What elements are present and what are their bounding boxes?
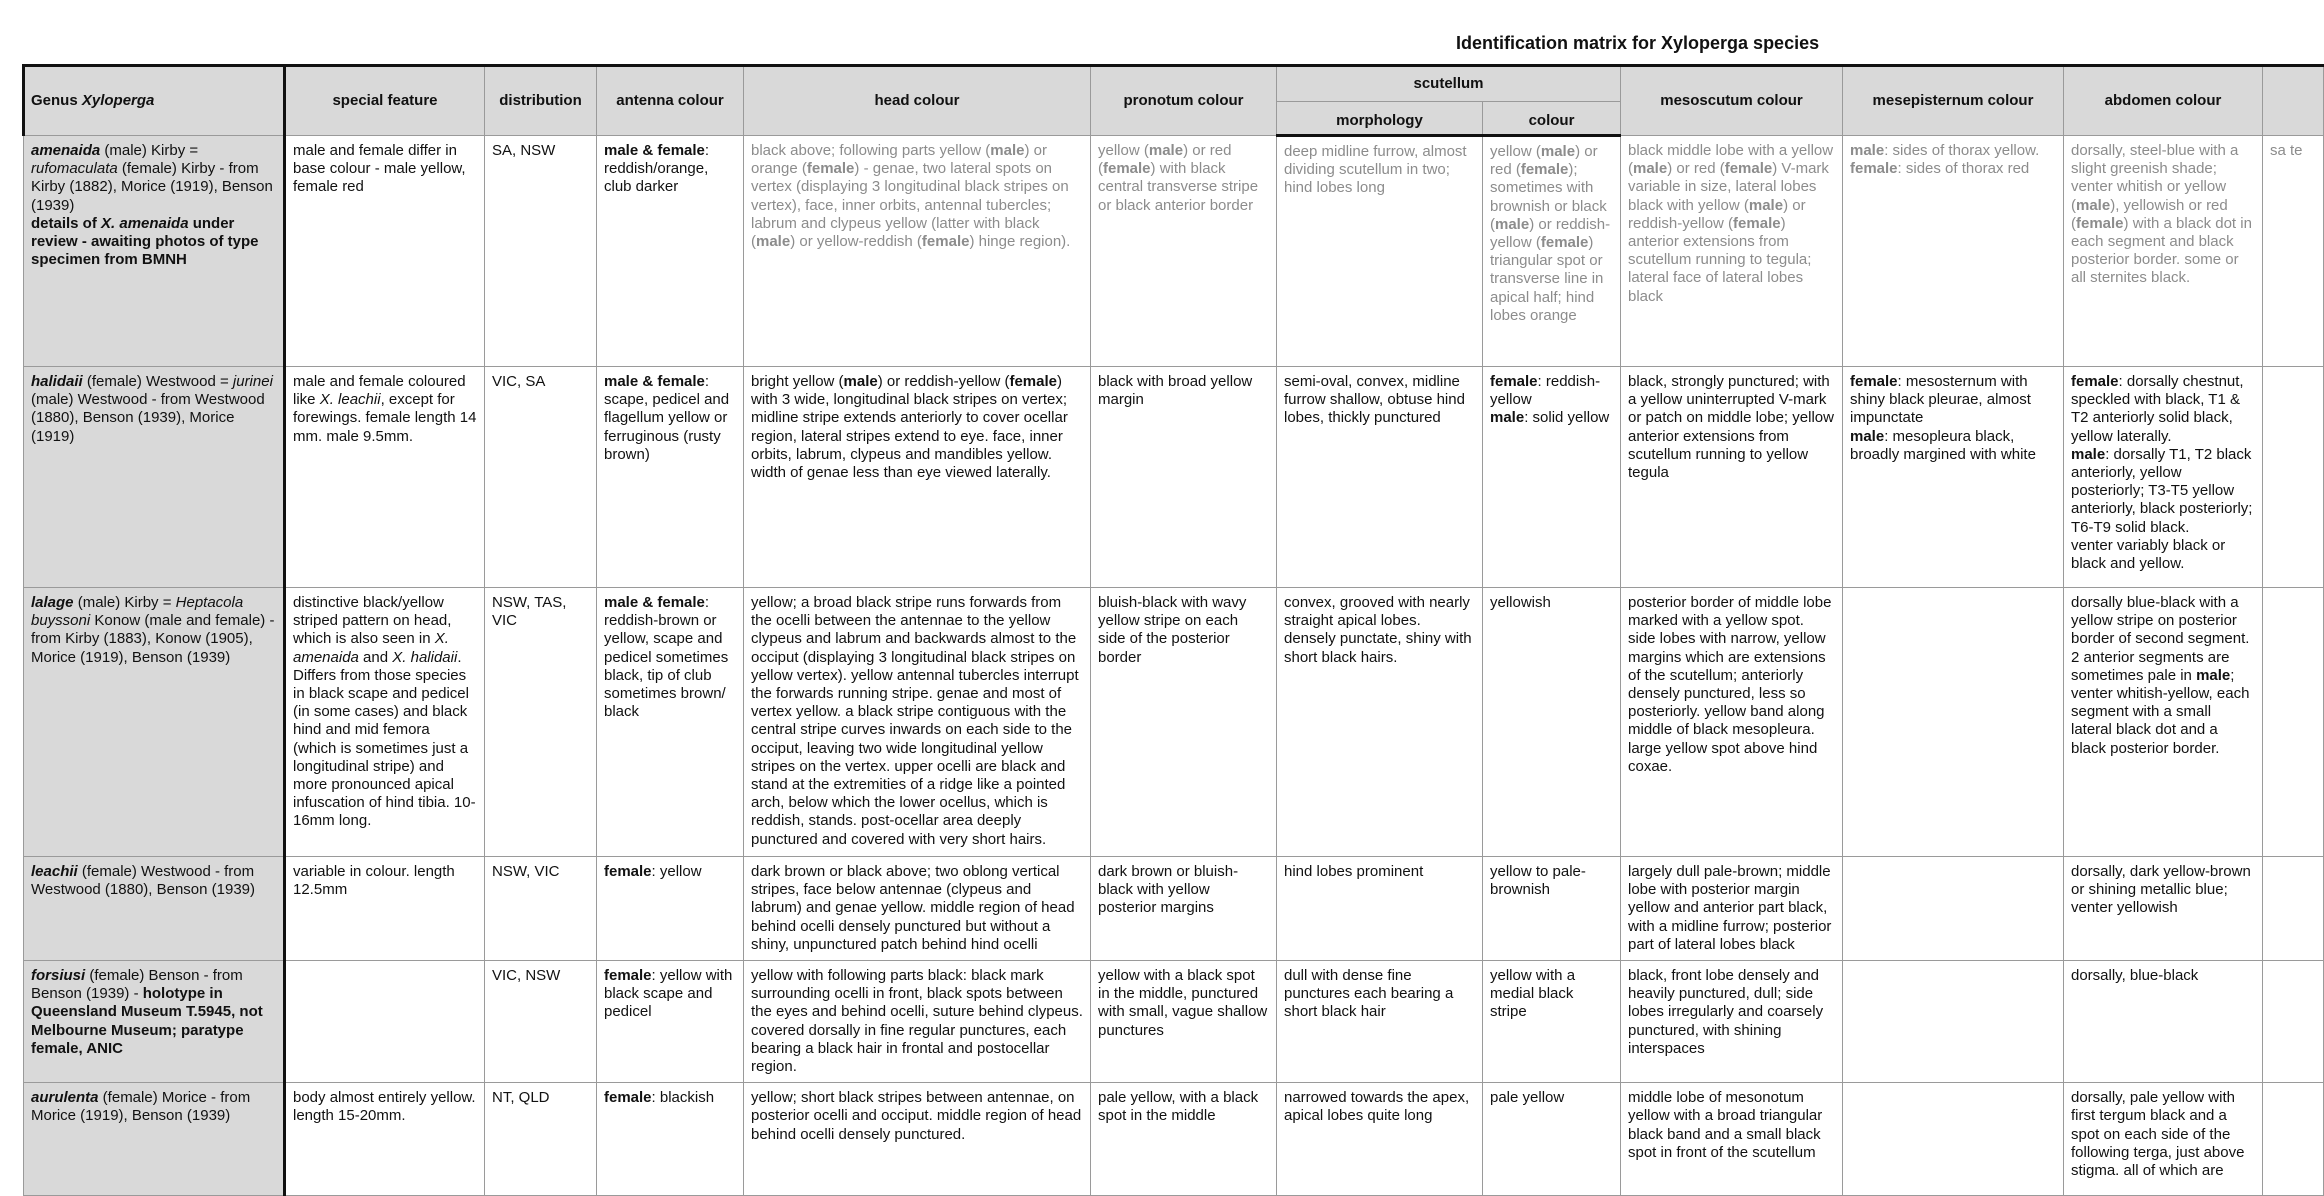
- special-feature-cell: variable in colour. length 12.5mm: [285, 857, 485, 961]
- pronotum-colour-cell: dark brown or bluish-black with yellow posterior margins: [1091, 857, 1277, 961]
- pronotum-colour-cell: bluish-black with wavy yellow stripe on each side of the posterior border: [1091, 588, 1277, 857]
- scutellum-colour-cell: female: reddish-yellow male: solid yellow: [1483, 367, 1621, 588]
- header-special-feature: special feature: [285, 66, 485, 136]
- mesepisternum-colour-cell: [1843, 857, 2064, 961]
- scutellum-colour-cell: pale yellow: [1483, 1083, 1621, 1196]
- species-cell: leachii (female) Westwood - from Westwood (1880), Benson (1939): [24, 857, 285, 961]
- mesoscutum-colour-cell: black, front lobe densely and heavily punctured, dull; side lobes irregularly and coarsely punctured, with shining interspaces: [1621, 961, 1843, 1083]
- mesoscutum-colour-cell: black middle lobe with a yellow (male) or red (female) V-mark variable in size, lateral lobes black with yellow (male) or reddish-yellow (female) anterior extensions from scutellum running to tegula; lateral face of lateral lobes black: [1621, 136, 1843, 367]
- table-row-lalage: [24, 588, 2324, 857]
- head-colour-cell: bright yellow (male) or reddish-yellow (female) with 3 wide, longitudinal black stripes on vertex; midline stripe extends anteriorly to cover ocellar region, lateral stripes extend to eye. face, inner orbits, labrum, clypeus and mandibles yellow. width of genae less than eye viewed laterally.: [744, 367, 1091, 588]
- antenna-colour-cell: male & female: reddish-brown or yellow, scape and pedicel sometimes black, tip of club sometimes brown/ black: [597, 588, 744, 857]
- mesoscutum-colour-cell: posterior border of middle lobe marked with a yellow spot. side lobes with narrow, yellow margins which are extensions of the scutellum; anteriorly densely punctured, less so posteriorly. yellow band along middle of black mesopleura. large yellow spot above hind coxae.: [1621, 588, 1843, 857]
- cut-cell: [2263, 961, 2324, 1083]
- pronotum-colour-cell: yellow with a black spot in the middle, punctured with small, vague shallow punctures: [1091, 961, 1277, 1083]
- distribution-cell: NSW, VIC: [485, 857, 597, 961]
- species-cell: amenaida (male) Kirby = rufomaculata (female) Kirby - from Kirby (1882), Morice (1919), Benson (1939) details of X. amenaida under review - awaiting photos of type specimen from BMNH: [24, 136, 285, 367]
- species-cell: lalage (male) Kirby = Heptacola buyssoni Konow (male and female) - from Kirby (1883), Konow (1905), Morice (1919), Benson (1939): [24, 588, 285, 857]
- mesepisternum-colour-cell: male: sides of thorax yellow. female: sides of thorax red: [1843, 136, 2064, 367]
- special-feature-cell: male and female coloured like X. leachii, except for forewings. female length 14 mm. male 9.5mm.: [285, 367, 485, 588]
- mesepisternum-colour-cell: [1843, 588, 2064, 857]
- species-cell: forsiusi (female) Benson - from Benson (1939) - holotype in Queensland Museum T.5945, not Melbourne Museum; paratype female, ANIC: [24, 961, 285, 1083]
- pronotum-colour-cell: pale yellow, with a black spot in the middle: [1091, 1083, 1277, 1196]
- abdomen-colour-cell: female: dorsally chestnut, speckled with black, T1 & T2 anteriorly solid black, yellow laterally. male: dorsally T1, T2 black anteriorly, yellow posteriorly; T3-T5 yellow anteriorly, black posteriorly; T6-T9 solid black. venter variably black or black and yellow.: [2064, 367, 2263, 588]
- antenna-colour-cell: male & female: reddish/orange, club darker: [597, 136, 744, 367]
- cut-cell: [2263, 1083, 2324, 1196]
- pronotum-colour-cell: black with broad yellow margin: [1091, 367, 1277, 588]
- mesepisternum-colour-cell: [1843, 961, 2064, 1083]
- mesoscutum-colour-cell: largely dull pale-brown; middle lobe with posterior margin yellow and anterior part black, with a midline furrow; posterior part of lateral lobes black: [1621, 857, 1843, 961]
- antenna-colour-cell: male & female: scape, pedicel and flagellum yellow or ferruginous (rusty brown): [597, 367, 744, 588]
- header-head-colour: head colour: [744, 66, 1091, 136]
- header-pronotum-colour: pronotum colour: [1091, 66, 1277, 136]
- table-row-forsiusi: [24, 961, 2324, 1083]
- header-scutellum: scutellum: [1277, 66, 1621, 102]
- scutellum-colour-cell: yellow with a medial black stripe: [1483, 961, 1621, 1083]
- table-row-aurulenta: [24, 1083, 2324, 1196]
- distribution-cell: SA, NSW: [485, 136, 597, 367]
- head-colour-cell: dark brown or black above; two oblong vertical stripes, face below antennae (clypeus and labrum) and genae yellow. middle region of head behind ocelli densely punctured but without a shiny, unpunctured patch behind hind ocelli: [744, 857, 1091, 961]
- head-colour-cell: yellow with following parts black: black mark surrounding ocelli in front, black spots between the eyes and behind ocelli, suture behind clypeus. covered dorsally in fine regular punctures, each bearing a black hair in frontal and postocellar region.: [744, 961, 1091, 1083]
- header-cut-column: [2263, 66, 2324, 136]
- abdomen-colour-cell: dorsally, blue-black: [2064, 961, 2263, 1083]
- header-genus: Genus Xyloperga: [24, 66, 285, 136]
- table-row-amenaida: [24, 136, 2324, 367]
- abdomen-colour-cell: dorsally blue-black with a yellow stripe on posterior border of second segment. 2 anterior segments are sometimes pale in male; venter whitish-yellow, each segment with a small lateral black dot and a black posterior border.: [2064, 588, 2263, 857]
- special-feature-cell: male and female differ in base colour - male yellow, female red: [285, 136, 485, 367]
- special-feature-cell: distinctive black/yellow striped pattern on head, which is also seen in X. amenaida and X. halidaii. Differs from those species in black scape and pedicel (in some cases) and black hind and mid femora (which is sometimes just a longitudinal stripe) and more pronounced apical infuscation of hind tibia. 10-16mm long.: [285, 588, 485, 857]
- distribution-cell: NSW, TAS, VIC: [485, 588, 597, 857]
- distribution-cell: NT, QLD: [485, 1083, 597, 1196]
- header-mesoscutum-colour: mesoscutum colour: [1621, 66, 1843, 136]
- head-colour-cell: yellow; short black stripes between antennae, on posterior ocelli and occiput. middle region of head behind ocelli densely punctured.: [744, 1083, 1091, 1196]
- pronotum-colour-cell: yellow (male) or red (female) with black central transverse stripe or black anterior border: [1091, 136, 1277, 367]
- scutellum-morphology-cell: deep midline furrow, almost dividing scutellum in two; hind lobes long: [1277, 136, 1483, 367]
- antenna-colour-cell: female: yellow: [597, 857, 744, 961]
- scutellum-colour-cell: yellow (male) or red (female); sometimes with brownish or black (male) or reddish-yellow (female) triangular spot or transverse line in apical half; hind lobes orange: [1483, 136, 1621, 367]
- cut-cell: sa te: [2263, 136, 2324, 367]
- mesepisternum-colour-cell: female: mesosternum with shiny black pleurae, almost impunctate male: mesopleura black, broadly margined with white: [1843, 367, 2064, 588]
- distribution-cell: VIC, SA: [485, 367, 597, 588]
- header-abdomen-colour: abdomen colour: [2064, 66, 2263, 136]
- abdomen-colour-cell: dorsally, steel-blue with a slight greenish shade; venter whitish or yellow (male), yellowish or red (female) with a black dot in each segment and black posterior border. some or all sternites black.: [2064, 136, 2263, 367]
- scutellum-morphology-cell: dull with dense fine punctures each bearing a short black hair: [1277, 961, 1483, 1083]
- header-antenna-colour: antenna colour: [597, 66, 744, 136]
- special-feature-cell: [285, 961, 485, 1083]
- abdomen-colour-cell: dorsally, pale yellow with first tergum black and a spot on each side of the following terga, just above stigma. all of which are: [2064, 1083, 2263, 1196]
- header-scutellum-morphology: morphology: [1277, 102, 1483, 136]
- special-feature-cell: body almost entirely yellow. length 15-20mm.: [285, 1083, 485, 1196]
- header-distribution: distribution: [485, 66, 597, 136]
- header-scutellum-colour: colour: [1483, 102, 1621, 136]
- scutellum-colour-cell: yellowish: [1483, 588, 1621, 857]
- mesoscutum-colour-cell: black, strongly punctured; with a yellow uninterrupted V-mark or patch on middle lobe; yellow anterior extensions from scutellum running to yellow tegula: [1621, 367, 1843, 588]
- distribution-cell: VIC, NSW: [485, 961, 597, 1083]
- mesepisternum-colour-cell: [1843, 1083, 2064, 1196]
- scutellum-morphology-cell: narrowed towards the apex, apical lobes quite long: [1277, 1083, 1483, 1196]
- table-row-halidaii: [24, 367, 2324, 588]
- antenna-colour-cell: female: yellow with black scape and pedicel: [597, 961, 744, 1083]
- scutellum-morphology-cell: hind lobes prominent: [1277, 857, 1483, 961]
- scutellum-morphology-cell: semi-oval, convex, midline furrow shallow, obtuse hind lobes, thickly punctured: [1277, 367, 1483, 588]
- header-mesepisternum-colour: mesepisternum colour: [1843, 66, 2064, 136]
- cut-cell: [2263, 857, 2324, 961]
- abdomen-colour-cell: dorsally, dark yellow-brown or shining metallic blue; venter yellowish: [2064, 857, 2263, 961]
- species-cell: aurulenta (female) Morice - from Morice (1919), Benson (1939): [24, 1083, 285, 1196]
- head-colour-cell: black above; following parts yellow (male) or orange (female) - genae, two lateral spots on vertex (displaying 3 longitudinal black stripes on vertex), face, inner orbits, antennal tubercles; labrum and clypeus yellow (latter with black (male) or yellow-reddish (female) hinge region).: [744, 136, 1091, 367]
- table-row-leachii: [24, 857, 2324, 961]
- cut-cell: [2263, 588, 2324, 857]
- mesoscutum-colour-cell: middle lobe of mesonotum yellow with a broad triangular black band and a small black spot in front of the scutellum: [1621, 1083, 1843, 1196]
- head-colour-cell: yellow; a broad black stripe runs forwards from the ocelli between the antennae to the yellow clypeus and labrum and backwards almost to the occiput (displaying 3 longitudinal black stripes on yellow vertex). yellow antennal tubercles interrupt the forwards running stripe. genae and most of vertex yellow. a black stripe contiguous with the central stripe curves inwards on each side to the occiput, leaving two wide longitudinal yellow stripes on the vertex. upper ocelli are black and stand at the extremities of a ridge like a pointed arch, below which the lower ocellus, which is reddish, stands. post-ocellar area deeply punctured and covered with very short hairs.: [744, 588, 1091, 857]
- page-title: Identification matrix for Xyloperga species: [1456, 33, 1820, 53]
- cut-cell: [2263, 367, 2324, 588]
- antenna-colour-cell: female: blackish: [597, 1083, 744, 1196]
- species-cell: halidaii (female) Westwood = jurinei (male) Westwood - from Westwood (1880), Benson (1939), Morice (1919): [24, 367, 285, 588]
- scutellum-colour-cell: yellow to pale-brownish: [1483, 857, 1621, 961]
- scutellum-morphology-cell: convex, grooved with nearly straight apical lobes. densely punctate, shiny with short black hairs.: [1277, 588, 1483, 857]
- header-row-top: [24, 66, 2324, 102]
- identification-matrix: [22, 64, 2324, 1196]
